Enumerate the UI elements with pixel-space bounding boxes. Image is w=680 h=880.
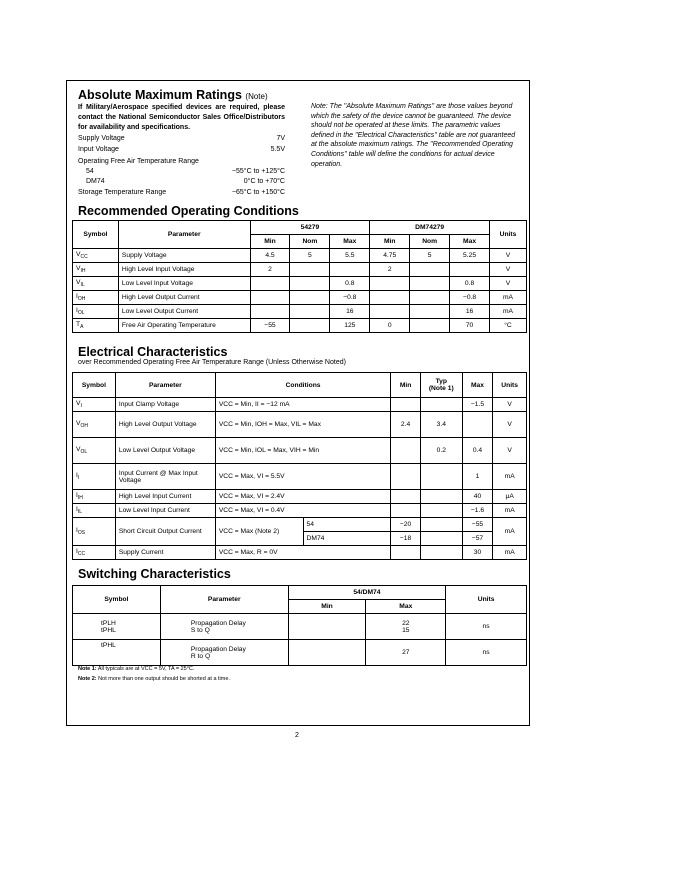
roc-param: Low Level Output Current (118, 305, 250, 319)
roc-value (370, 305, 410, 319)
ec-symbol: $I_{CC}$ (73, 546, 116, 560)
roc-value: −55 (250, 319, 290, 333)
footnotes (78, 664, 230, 684)
ec-param: Low Level Input Current (115, 504, 215, 518)
ec-min (391, 546, 421, 560)
roc-symbol-header: Symbol (73, 221, 119, 249)
roc-value: 125 (330, 319, 370, 333)
ec-typ (420, 546, 462, 560)
ec-cond: VCC = Max, VI = 2.4V (215, 490, 390, 504)
roc-value (250, 305, 290, 319)
ec-min: −18 (391, 532, 421, 546)
roc-max-header: Max (450, 235, 490, 249)
roc-symbol: $I_{OH}$ (73, 291, 119, 305)
ec-max: −55 (462, 518, 493, 532)
roc-value: 16 (450, 305, 490, 319)
ec-min (391, 490, 421, 504)
roc-symbol: $V_{IH}$ (73, 263, 119, 277)
ec-param: Low Level Output Voltage (115, 438, 215, 464)
roc-value: −0.8 (450, 291, 490, 305)
ec-units: mA (493, 518, 527, 546)
roc-units: mA (490, 305, 527, 319)
roc-units: V (490, 277, 527, 291)
ec-symbol: $I_I$ (73, 464, 116, 490)
ec-min: −20 (391, 518, 421, 532)
roc-parameter-header: Parameter (118, 221, 250, 249)
table-row (73, 464, 527, 490)
roc-nom-header: Nom (410, 235, 450, 249)
ec-min: 2.4 (391, 412, 421, 438)
sw-min-header: Min (288, 600, 366, 614)
ec-param: Short Circuit Output Current (115, 518, 215, 546)
abs-max-row: DM74 0°C to +70°C (86, 178, 285, 185)
ec-subtitle: over Recommended Operating Free Air Temperature Range (Unless Otherwise Noted) (78, 359, 346, 366)
sw-param: Propagation Delay S to Q (160, 614, 288, 640)
ec-symbol: $V_I$ (73, 398, 116, 412)
ec-param: Input Clamp Voltage (115, 398, 215, 412)
ec-cond: VCC = Min, IOL = Max, VIH = Min (215, 438, 390, 464)
ec-parameter-header: Parameter (115, 373, 215, 398)
roc-value: 0 (370, 319, 410, 333)
table-row (73, 277, 527, 291)
ec-units: μA (493, 490, 527, 504)
roc-units: V (490, 249, 527, 263)
roc-value (410, 291, 450, 305)
roc-value: 4.75 (370, 249, 410, 263)
ec-min (391, 398, 421, 412)
abs-max-row: Supply Voltage 7V (78, 135, 285, 142)
roc-value (410, 277, 450, 291)
ec-typ (420, 532, 462, 546)
ec-cond: VCC = Max, VI = 0.4V (215, 504, 390, 518)
ec-units-header: Units (493, 373, 527, 398)
table-row (73, 398, 527, 412)
sw-min (288, 614, 366, 640)
table-row (73, 546, 527, 560)
sw-units-header: Units (446, 586, 527, 614)
roc-param: High Level Output Current (118, 291, 250, 305)
ec-max: −1.6 (462, 504, 493, 518)
sw-param: Propagation Delay R to Q (160, 640, 288, 666)
ec-typ: 3.4 (420, 412, 462, 438)
ec-units: mA (493, 464, 527, 490)
roc-value: 16 (330, 305, 370, 319)
roc-value: 5 (410, 249, 450, 263)
roc-group2-header: DM74279 (370, 221, 490, 235)
roc-table (72, 220, 527, 333)
abs-max-note: Note: The ''Absolute Maximum Ratings'' are those values beyond which the safety of the device cannot be guaranteed. The device should not be operated at these limits. The parametric values defined in the ''Electrical Characteristics'' table are not guaranteed at the absolute maximum ratings. The ''Recommended Operating Conditions'' table will define the conditions for actual device operation. (311, 103, 516, 168)
sw-symbol: tPHL (73, 640, 161, 666)
ec-max: 40 (462, 490, 493, 504)
ec-symbol: $I_{OS}$ (73, 518, 116, 546)
abs-max-row: 54 −55°C to +125°C (86, 168, 285, 175)
ec-units: mA (493, 504, 527, 518)
roc-value (290, 305, 330, 319)
roc-value: 70 (450, 319, 490, 333)
sw-min (288, 640, 366, 666)
ec-max: 30 (462, 546, 493, 560)
roc-symbol: $V_{CC}$ (73, 249, 119, 263)
ec-param: High Level Output Voltage (115, 412, 215, 438)
roc-symbol: $V_{IL}$ (73, 277, 119, 291)
sw-table (72, 585, 527, 666)
ec-subcond: DM74 (303, 532, 391, 546)
roc-param: High Level Input Voltage (118, 263, 250, 277)
ec-min (391, 464, 421, 490)
table-row (73, 249, 527, 263)
table-row (73, 518, 527, 532)
ec-max-header: Max (462, 373, 493, 398)
roc-value: 0.8 (450, 277, 490, 291)
ec-symbol: $V_{OH}$ (73, 412, 116, 438)
footnote-1: Note 1: All typicals are at VCC = 5V, TA = 25°C. (78, 666, 195, 672)
roc-symbol: $I_{OL}$ (73, 305, 119, 319)
ec-cond: VCC = Min, IOH = Max, VIL = Max (215, 412, 390, 438)
ec-min (391, 504, 421, 518)
ec-typ: 0.2 (420, 438, 462, 464)
sw-units: ns (446, 614, 527, 640)
roc-value (290, 319, 330, 333)
sw-parameter-header: Parameter (160, 586, 288, 614)
ec-symbol: $V_{OL}$ (73, 438, 116, 464)
ec-title: Electrical Characteristics (78, 345, 228, 359)
ec-max: 1 (462, 464, 493, 490)
roc-title: Recommended Operating Conditions (78, 204, 299, 218)
sw-max: 27 (366, 640, 446, 666)
ec-units: V (493, 412, 527, 438)
ec-max (462, 412, 493, 438)
roc-units: mA (490, 291, 527, 305)
roc-group1-header: 54279 (250, 221, 370, 235)
roc-param: Free Air Operating Temperature (118, 319, 250, 333)
page-number: 2 (295, 732, 299, 739)
sw-symbol: tPLH tPHL (73, 614, 161, 640)
roc-value: 0.8 (330, 277, 370, 291)
roc-value (250, 277, 290, 291)
footnote-2: Note 2: Not more than one output should be shorted at a time. (78, 676, 230, 682)
table-row (73, 640, 527, 666)
ec-conditions-header: Conditions (215, 373, 390, 398)
roc-nom-header: Nom (290, 235, 330, 249)
ec-min-header: Min (391, 373, 421, 398)
ec-typ (420, 398, 462, 412)
abs-max-row: Input Voltage 5.5V (78, 146, 285, 153)
abs-max-warning: If Military/Aerospace specified devices are required, please contact the National Semiconductor Sales Office/Distributors for availability and specifications. (78, 104, 285, 131)
roc-value (370, 291, 410, 305)
abs-max-list (78, 134, 285, 198)
table-row (73, 614, 527, 640)
ec-param: High Level Input Current (115, 490, 215, 504)
abs-max-row: Operating Free Air Temperature Range (78, 158, 199, 165)
abs-max-title: Absolute Maximum Ratings (Note) (78, 88, 268, 102)
ec-typ (420, 504, 462, 518)
roc-value: 5.25 (450, 249, 490, 263)
sw-symbol-header: Symbol (73, 586, 161, 614)
roc-value: 4.5 (250, 249, 290, 263)
ec-symbol-header: Symbol (73, 373, 116, 398)
roc-max-header: Max (330, 235, 370, 249)
roc-value: −0.8 (330, 291, 370, 305)
ec-cond: VCC = Max, R = 0V (215, 546, 390, 560)
ec-units: V (493, 398, 527, 412)
ec-cond: VCC = Max (Note 2) (215, 518, 303, 546)
ec-typ (420, 464, 462, 490)
ec-table (72, 372, 527, 560)
ec-cond: VCC = Min, II = −12 mA (215, 398, 390, 412)
ec-symbol: $I_{IH}$ (73, 490, 116, 504)
sw-group-header: 54/DM74 (288, 586, 446, 600)
roc-value (410, 319, 450, 333)
table-row (73, 263, 527, 277)
sw-units: ns (446, 640, 527, 666)
roc-value (410, 263, 450, 277)
roc-value (410, 305, 450, 319)
ec-max: −57 (462, 532, 493, 546)
table-row (73, 291, 527, 305)
roc-value: 2 (250, 263, 290, 277)
roc-param: Low Level Input Voltage (118, 277, 250, 291)
abs-max-row: Storage Temperature Range −65°C to +150°C (78, 189, 285, 196)
roc-value (250, 291, 290, 305)
roc-value (290, 277, 330, 291)
ec-symbol: $I_{IL}$ (73, 504, 116, 518)
sw-max-header: Max (366, 600, 446, 614)
sw-max: 22 15 (366, 614, 446, 640)
roc-min-header: Min (250, 235, 290, 249)
ec-param: Supply Current (115, 546, 215, 560)
table-row (73, 438, 527, 464)
table-row (73, 305, 527, 319)
table-row (73, 412, 527, 438)
ec-cond: VCC = Max, VI = 5.5V (215, 464, 390, 490)
roc-value (290, 263, 330, 277)
sw-title: Switching Characteristics (78, 567, 231, 581)
roc-units: °C (490, 319, 527, 333)
ec-min (391, 438, 421, 464)
roc-units-header: Units (490, 221, 527, 249)
ec-typ-header: Typ (Note 1) (420, 373, 462, 398)
roc-value: 5 (290, 249, 330, 263)
table-row (73, 504, 527, 518)
ec-max: 0.4 (462, 438, 493, 464)
roc-value (450, 263, 490, 277)
roc-param: Supply Voltage (118, 249, 250, 263)
roc-min-header: Min (370, 235, 410, 249)
roc-symbol: $T_A$ (73, 319, 119, 333)
roc-value: 5.5 (330, 249, 370, 263)
ec-typ (420, 490, 462, 504)
roc-value (290, 291, 330, 305)
roc-value (370, 277, 410, 291)
ec-typ (420, 518, 462, 532)
roc-value (330, 263, 370, 277)
ec-subcond: 54 (303, 518, 391, 532)
ec-max: −1.5 (462, 398, 493, 412)
roc-units: V (490, 263, 527, 277)
ec-units: V (493, 438, 527, 464)
roc-value: 2 (370, 263, 410, 277)
ec-units: mA (493, 546, 527, 560)
table-row (73, 319, 527, 333)
table-row (73, 490, 527, 504)
ec-param: Input Current @ Max Input Voltage (115, 464, 215, 490)
